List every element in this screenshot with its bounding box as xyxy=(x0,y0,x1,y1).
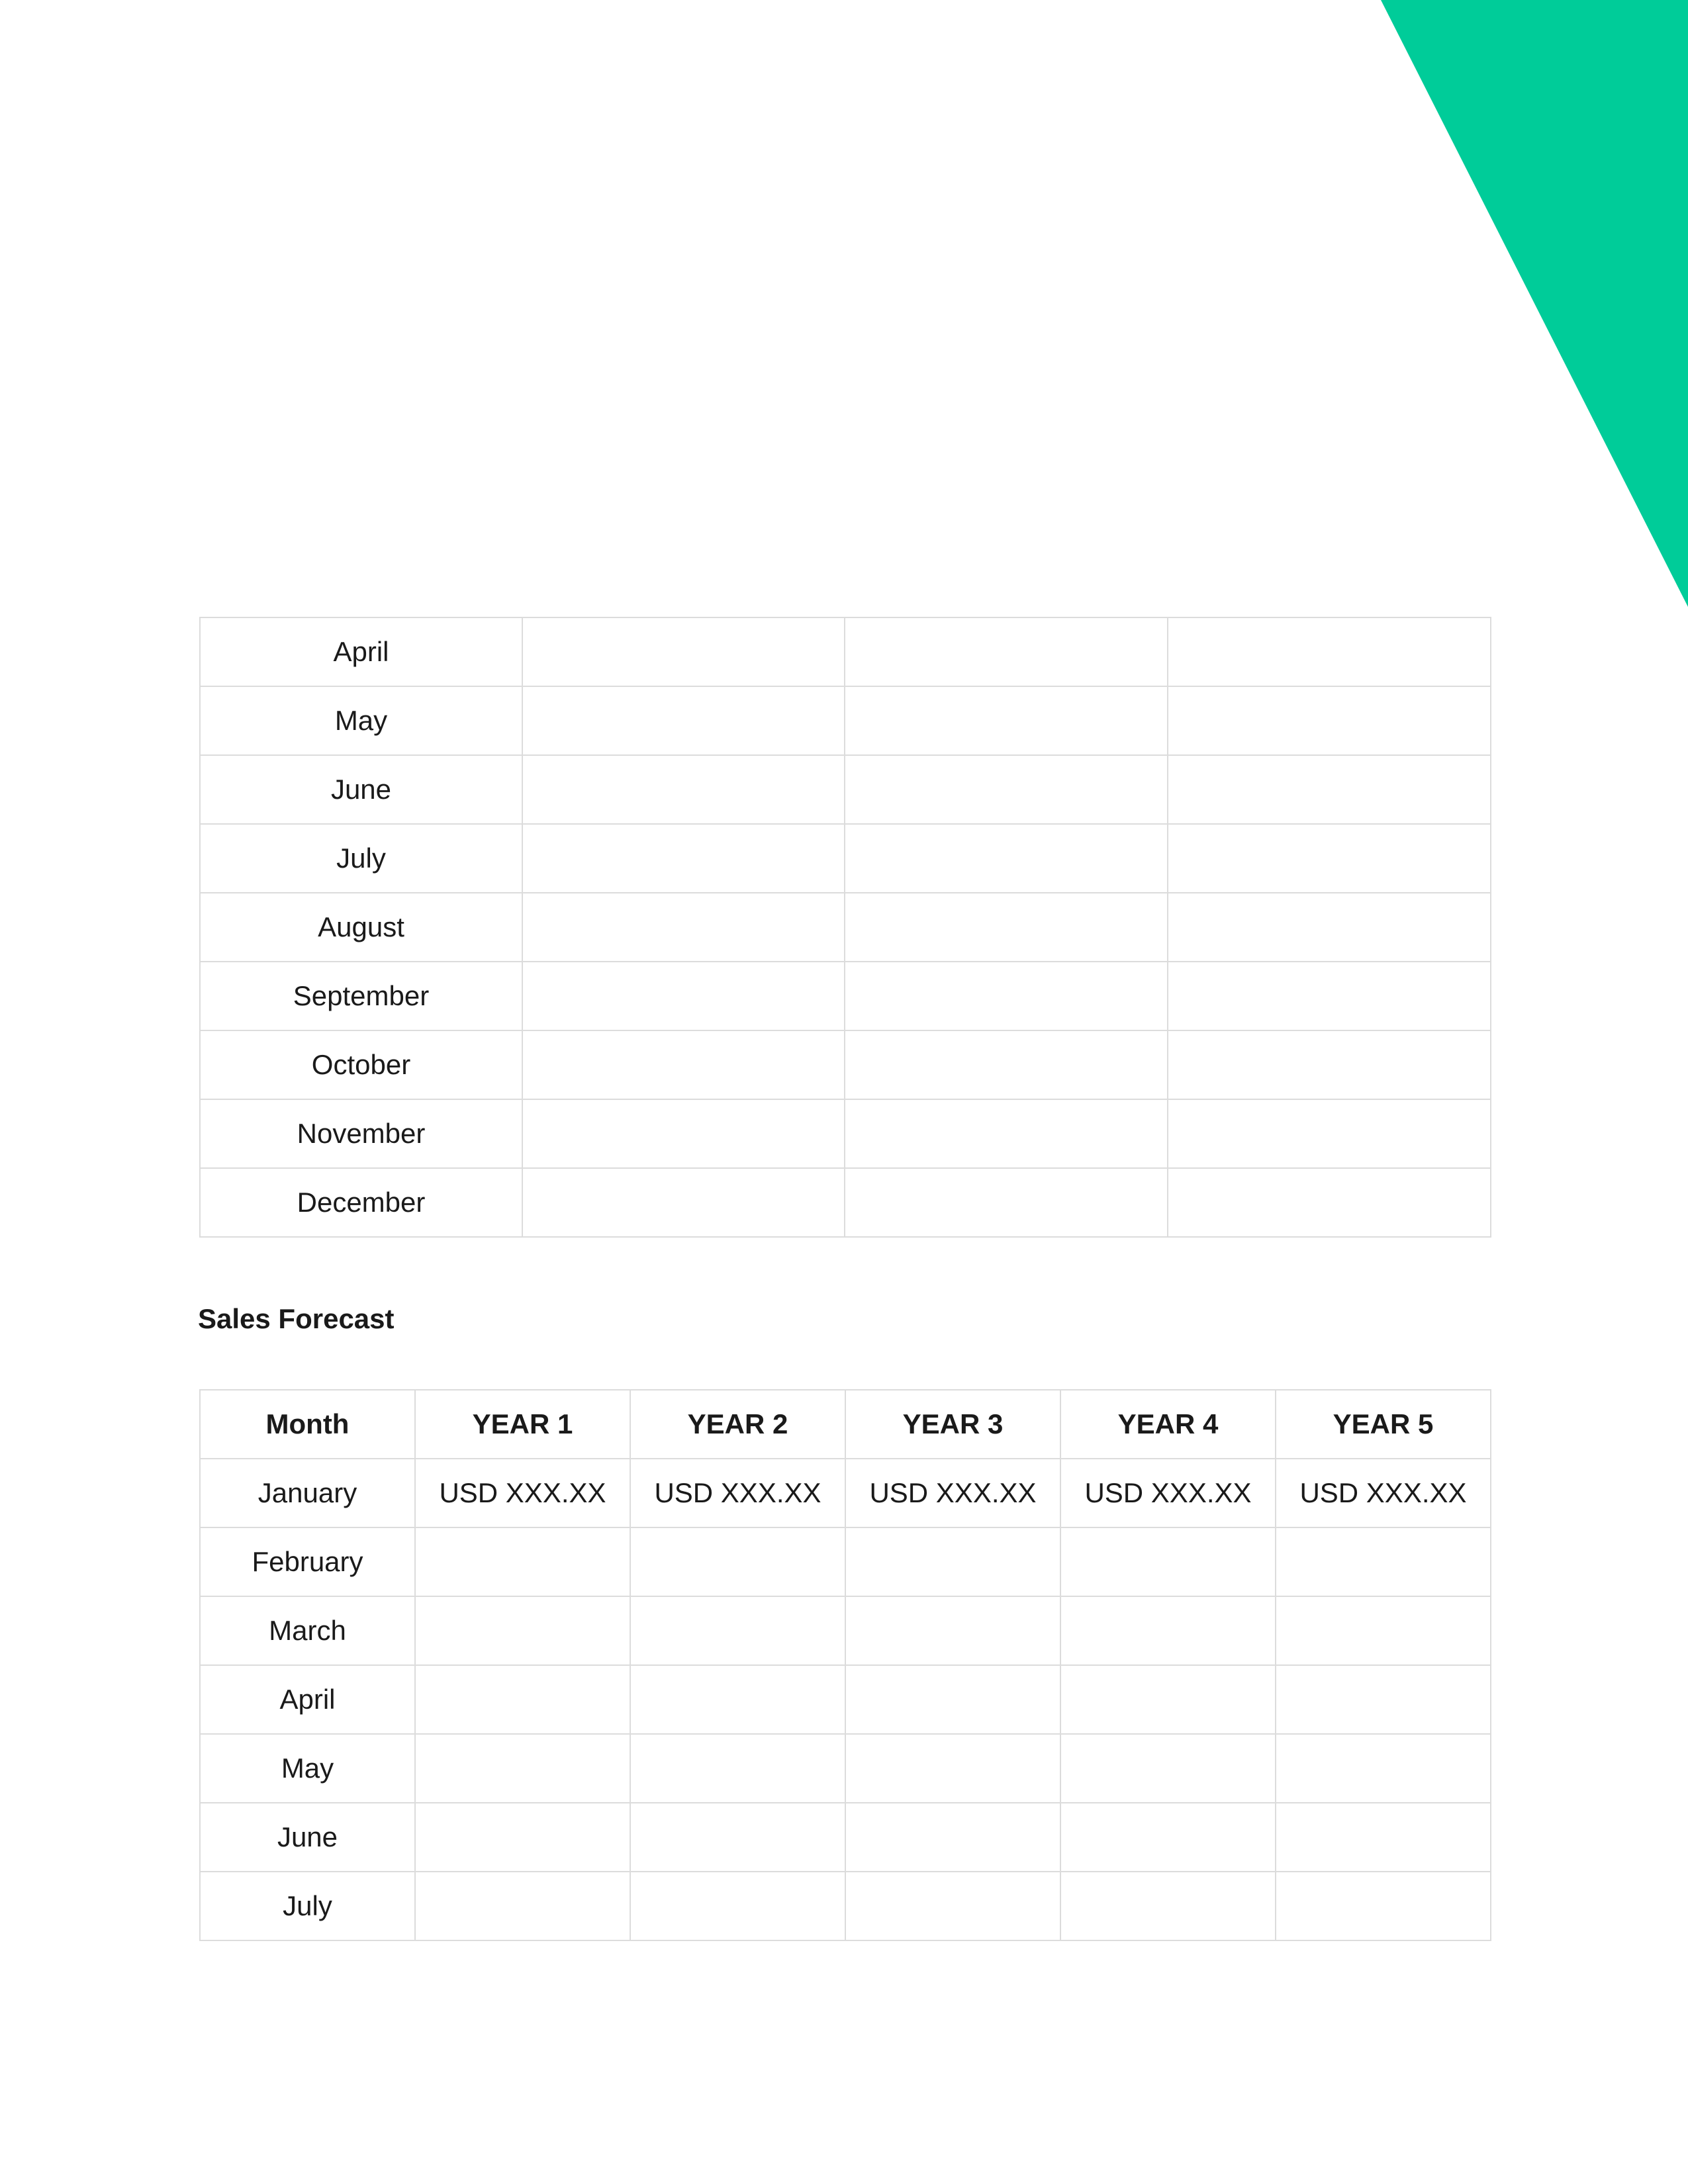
table-header-row xyxy=(200,1390,1491,1459)
empty-cell xyxy=(522,1168,845,1237)
month-cell: July xyxy=(200,1872,415,1940)
empty-cell xyxy=(1168,686,1491,755)
month-cell: February xyxy=(200,1527,415,1596)
value-cell xyxy=(1060,1803,1276,1872)
empty-cell xyxy=(522,1099,845,1168)
empty-cell xyxy=(845,686,1168,755)
value-cell xyxy=(845,1596,1060,1665)
value-cell xyxy=(415,1872,630,1940)
empty-cell xyxy=(1168,755,1491,824)
value-cell xyxy=(415,1527,630,1596)
value-cell xyxy=(630,1665,845,1734)
empty-cell xyxy=(1168,1030,1491,1099)
value-cell xyxy=(1060,1596,1276,1665)
empty-cell xyxy=(845,1168,1168,1237)
empty-cell xyxy=(522,686,845,755)
empty-cell xyxy=(845,755,1168,824)
month-cell: May xyxy=(200,1734,415,1803)
value-cell xyxy=(845,1665,1060,1734)
monthly-table-continued xyxy=(199,617,1491,1238)
value-cell xyxy=(630,1527,845,1596)
value-cell xyxy=(415,1803,630,1872)
value-cell xyxy=(1060,1527,1276,1596)
table-row xyxy=(200,1459,1491,1527)
table-row xyxy=(200,617,1491,686)
month-cell: January xyxy=(200,1459,415,1527)
value-cell xyxy=(1276,1665,1491,1734)
value-cell xyxy=(845,1734,1060,1803)
empty-cell xyxy=(845,1099,1168,1168)
table-row xyxy=(200,1734,1491,1803)
column-header-year-4: YEAR 4 xyxy=(1060,1390,1276,1459)
empty-cell xyxy=(1168,1099,1491,1168)
month-cell: June xyxy=(200,1803,415,1872)
value-cell xyxy=(1276,1872,1491,1940)
empty-cell xyxy=(522,824,845,893)
month-cell: October xyxy=(200,1030,522,1099)
column-header-year-2: YEAR 2 xyxy=(630,1390,845,1459)
section-title-sales-forecast: Sales Forecast xyxy=(198,1303,395,1334)
month-cell: September xyxy=(200,962,522,1030)
table-row xyxy=(200,1665,1491,1734)
table-row xyxy=(200,1803,1491,1872)
empty-cell xyxy=(845,1030,1168,1099)
value-cell: USD XXX.XX xyxy=(1060,1459,1276,1527)
value-cell xyxy=(630,1734,845,1803)
table-row xyxy=(200,1872,1491,1940)
value-cell: USD XXX.XX xyxy=(630,1459,845,1527)
value-cell xyxy=(1276,1527,1491,1596)
sales-forecast-table xyxy=(199,1389,1491,1941)
table-row xyxy=(200,1030,1491,1099)
value-cell: USD XXX.XX xyxy=(1276,1459,1491,1527)
column-header-year-3: YEAR 3 xyxy=(845,1390,1060,1459)
column-header-month: Month xyxy=(200,1390,415,1459)
value-cell xyxy=(1276,1734,1491,1803)
value-cell xyxy=(630,1803,845,1872)
table-row xyxy=(200,755,1491,824)
month-cell: July xyxy=(200,824,522,893)
value-cell xyxy=(1060,1734,1276,1803)
empty-cell xyxy=(845,824,1168,893)
empty-cell xyxy=(845,893,1168,962)
table-row xyxy=(200,824,1491,893)
table-row xyxy=(200,1527,1491,1596)
value-cell: USD XXX.XX xyxy=(415,1459,630,1527)
value-cell xyxy=(415,1596,630,1665)
empty-cell xyxy=(522,893,845,962)
value-cell xyxy=(415,1734,630,1803)
column-header-year-1: YEAR 1 xyxy=(415,1390,630,1459)
empty-cell xyxy=(845,617,1168,686)
value-cell xyxy=(845,1527,1060,1596)
table-row xyxy=(200,893,1491,962)
empty-cell xyxy=(1168,1168,1491,1237)
month-cell: April xyxy=(200,617,522,686)
value-cell xyxy=(845,1803,1060,1872)
value-cell xyxy=(415,1665,630,1734)
column-header-year-5: YEAR 5 xyxy=(1276,1390,1491,1459)
month-cell: November xyxy=(200,1099,522,1168)
value-cell xyxy=(845,1872,1060,1940)
month-cell: May xyxy=(200,686,522,755)
table-row xyxy=(200,962,1491,1030)
value-cell: USD XXX.XX xyxy=(845,1459,1060,1527)
empty-cell xyxy=(522,755,845,824)
month-cell: December xyxy=(200,1168,522,1237)
value-cell xyxy=(630,1872,845,1940)
value-cell xyxy=(1276,1596,1491,1665)
table-row xyxy=(200,686,1491,755)
empty-cell xyxy=(522,1030,845,1099)
value-cell xyxy=(1276,1803,1491,1872)
month-cell: June xyxy=(200,755,522,824)
table-row xyxy=(200,1168,1491,1237)
empty-cell xyxy=(1168,893,1491,962)
empty-cell xyxy=(845,962,1168,1030)
green-triangle xyxy=(1381,0,1688,607)
value-cell xyxy=(1060,1872,1276,1940)
empty-cell xyxy=(1168,962,1491,1030)
empty-cell xyxy=(522,617,845,686)
empty-cell xyxy=(1168,617,1491,686)
month-cell: March xyxy=(200,1596,415,1665)
table-row xyxy=(200,1099,1491,1168)
month-cell: August xyxy=(200,893,522,962)
empty-cell xyxy=(1168,824,1491,893)
table-row xyxy=(200,1596,1491,1665)
month-cell: April xyxy=(200,1665,415,1734)
value-cell xyxy=(630,1596,845,1665)
value-cell xyxy=(1060,1665,1276,1734)
empty-cell xyxy=(522,962,845,1030)
